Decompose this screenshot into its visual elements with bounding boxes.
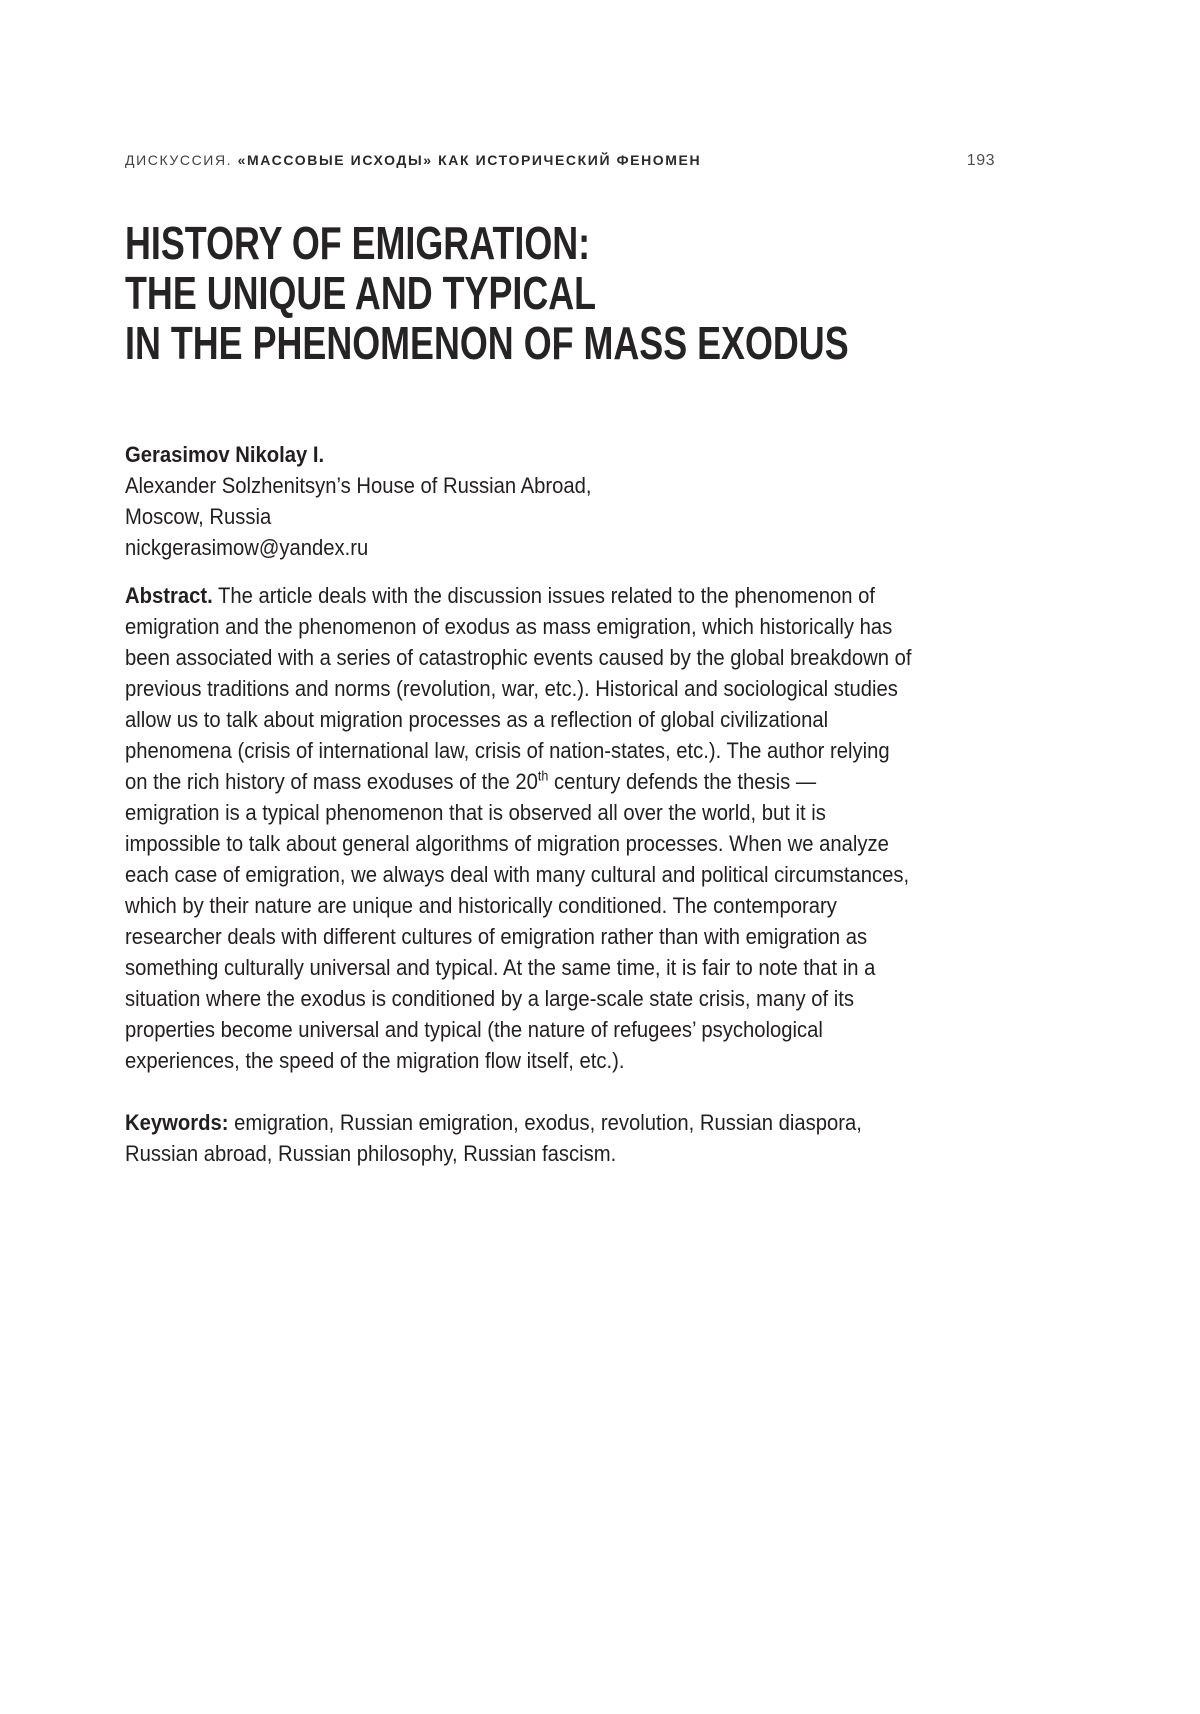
page-number: 193 xyxy=(966,152,995,169)
author-block xyxy=(125,439,916,563)
keywords-label: Keywords: xyxy=(125,1110,229,1135)
abstract-text-part1: The article deals with the discussion issues related to the phenomenon of emigration and the phenomenon of exodus as mass emigration, which historically has been associated with a series of catastrophic events caused by the global breakdown of previous traditions and norms (revolution, war, etc.). Historical and sociological studies allow us to talk about migration processes as a reflection of global civilizational phenomena (crisis of international law, crisis of nation-states, etc.). The author relying on the rich history of mass exoduses of the 20 xyxy=(125,583,912,794)
keywords-paragraph xyxy=(125,1107,916,1169)
article-title-line-2: THE UNIQUE AND TYPICAL xyxy=(125,267,597,319)
article-title xyxy=(125,218,1053,368)
abstract-label: Abstract. xyxy=(125,583,213,608)
running-header-article: «МАССОВЫЕ ИСХОДЫ» КАК ИСТОРИЧЕСКИЙ ФЕНОМЕН xyxy=(237,152,702,168)
author-affiliation: Alexander Solzhenitsyn’s House of Russian Abroad, xyxy=(125,473,592,498)
author-email: nickgerasimow@yandex.ru xyxy=(125,535,369,560)
running-header-section: ДИСКУССИЯ. xyxy=(125,152,233,168)
body-column xyxy=(125,439,916,1169)
abstract-text-part2: century defends the thesis — emigration is a typical phenomenon that is observed all over the world, but it is impossible to talk about general algorithms of migration processes. When we analyze each case of emigration, we always deal with many cultural and political circumstances, which by their nature are unique and historically conditioned. The contemporary researcher deals with different cultures of emigration rather than with emigration as something culturally universal and typical. At the same time, it is fair to note that in a situation where the exodus is conditioned by a large-scale state crisis, many of its properties become universal and typical (the nature of refugees’ psychological experiences, the speed of the migration flow itself, etc.). xyxy=(125,769,910,1073)
running-header xyxy=(125,150,995,171)
keywords-text: emigration, Russian emigration, exodus, revolution, Russian diaspora, Russian abroad, Russian philosophy, Russian fascism. xyxy=(125,1110,862,1166)
article-title-line-3: IN THE PHENOMENON OF MASS EXODUS xyxy=(125,317,849,369)
article-title-line-1: HISTORY OF EMIGRATION: xyxy=(125,217,591,269)
author-name: Gerasimov Nikolay I. xyxy=(125,442,325,467)
author-location: Moscow, Russia xyxy=(125,504,272,529)
running-header-text xyxy=(125,150,701,170)
abstract-superscript: th xyxy=(537,768,549,784)
abstract-paragraph xyxy=(125,580,916,1076)
